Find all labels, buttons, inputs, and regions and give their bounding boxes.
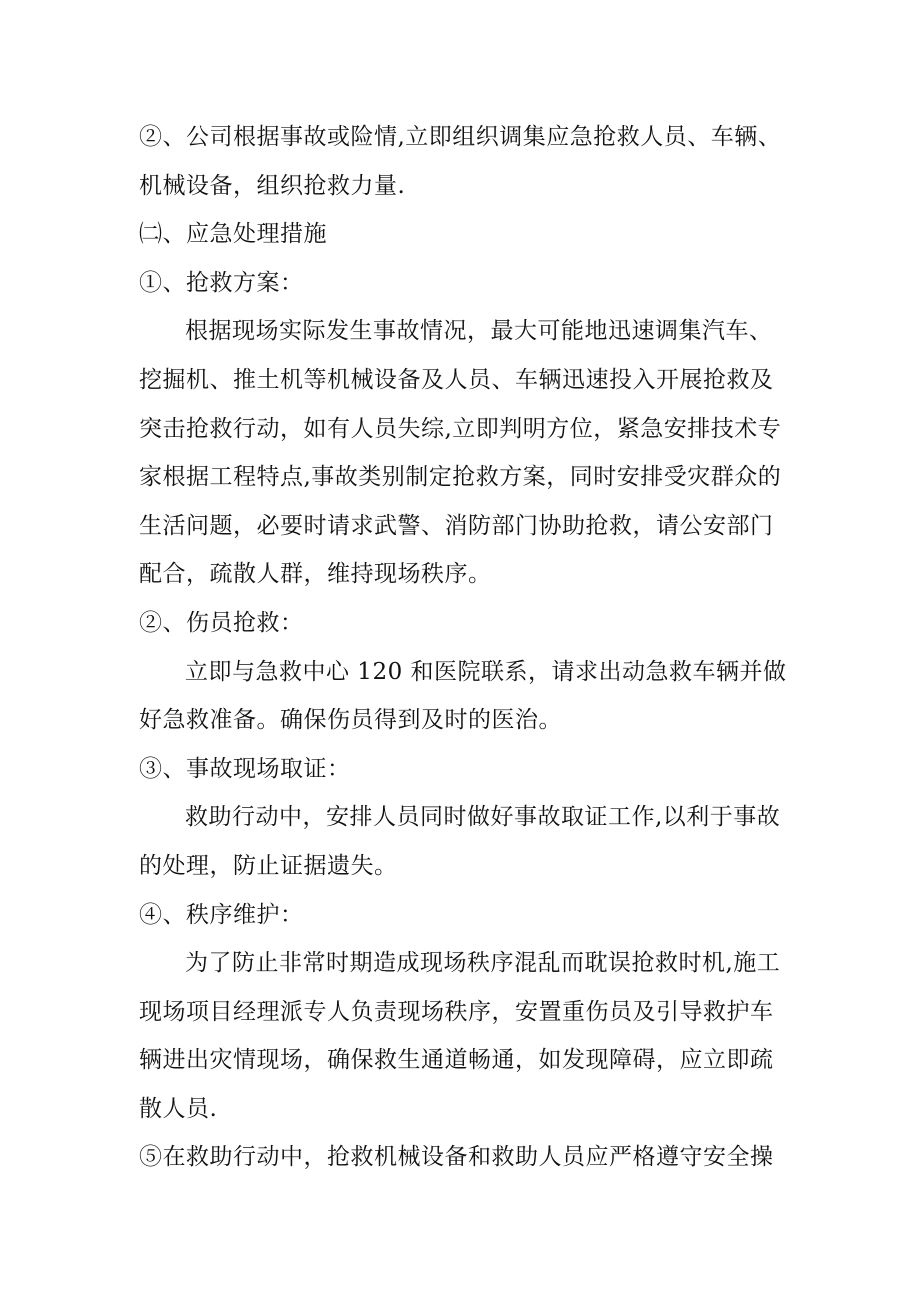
text-line: 救助行动中，安排人员同时做好事故取证工作,以利于事故 xyxy=(185,804,781,831)
subsection-heading: ②、伤员抢救： xyxy=(139,609,304,636)
subsection-heading: ①、抢救方案： xyxy=(139,269,304,296)
subsection-heading: ④、秩序维护： xyxy=(139,901,304,928)
text-line: 机械设备，组织抢救力量. xyxy=(139,172,406,199)
text-line: 挖掘机、推土机等机械设备及人员、车辆迅速投入开展抢救及 xyxy=(139,366,774,393)
text-line: ⑤在救助行动中，抢救机械设备和救助人员应严格遵守安全操 xyxy=(139,1144,774,1171)
text-line: 配合，疏散人群，维持现场秩序。 xyxy=(139,561,492,588)
subsection-heading: ③、事故现场取证： xyxy=(139,755,351,782)
text-line: 突击抢救行动，如有人员失综,立即判明方位，紧急安排技术专 xyxy=(139,415,782,442)
section-heading: ㈡、应急处理措施 xyxy=(139,221,327,248)
text-line: 立即与急救中心 120 和医院联系，请求出动急救车辆并做 xyxy=(185,658,787,685)
text-line: 辆进出灾情现场，确保救生通道畅通，如发现障碍，应立即疏 xyxy=(139,1047,774,1074)
text-line: 家根据工程特点,事故类别制定抢救方案，同时安排受灾群众的 xyxy=(139,464,782,491)
text-line: 好急救准备。确保伤员得到及时的医治。 xyxy=(139,707,562,734)
text-line: 散人员. xyxy=(139,1095,218,1122)
text-line: 现场项目经理派专人负责现场秩序，安置重伤员及引导救护车 xyxy=(139,998,774,1025)
text-line: 的处理，防止证据遗失。 xyxy=(139,852,398,879)
text-line: 生活问题，必要时请求武警、消防部门协助抢救，请公安部门 xyxy=(139,512,774,539)
text-line: 为了防止非常时期造成现场秩序混乱而耽误抢救时机,施工 xyxy=(185,950,781,977)
text-line: 根据现场实际发生事故情况，最大可能地迅速调集汽车、 xyxy=(185,318,773,345)
text-line: ②、公司根据事故或险情,立即组织调集应急抢救人员、车辆、 xyxy=(139,124,782,150)
document-page xyxy=(139,113,787,1182)
